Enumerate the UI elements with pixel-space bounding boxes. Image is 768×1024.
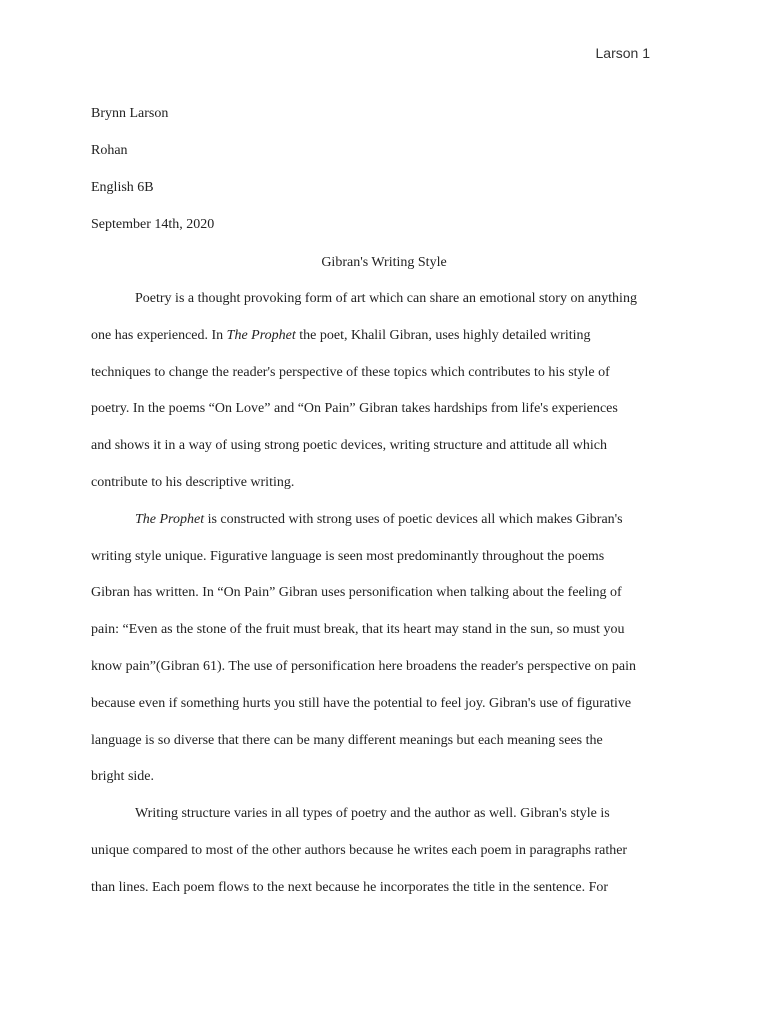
text-run: is constructed with strong uses of poetic devices all which makes Gibran's [204,511,623,527]
paragraph-2 [91,510,681,804]
text-line [91,510,681,547]
text-line: unique compared to most of the other authors because he writes each poem in paragraphs rather [91,842,628,858]
text-line: techniques to change the reader's perspective of these topics which contributes to his style of [91,364,610,380]
text-line: because even if something hurts you still have the potential to feel joy. Gibran's use of figurative [91,695,632,711]
text-line: writing style unique. Figurative language is seen most predominantly throughout the poems [91,548,605,564]
text-line: Gibran has written. In “On Pain” Gibran uses personification when talking about the feeling of [91,585,622,601]
text-line: bright side. [91,769,154,785]
text-line: poetry. In the poems “On Love” and “On Pain” Gibran takes hardships from life's experiences [91,401,618,417]
text-line: language is so diverse that there can be many different meanings but each meaning sees the [91,732,603,748]
paragraph-1 [91,289,681,510]
teacher-name: Rohan [91,143,128,158]
book-title-italic: The Prophet [226,327,296,343]
book-title-italic: The Prophet [135,511,205,527]
text-line: know pain”(Gibran 61). The use of personification here broadens the reader's perspective on pain [91,658,636,674]
text-run: the poet, Khalil Gibran, uses highly detailed writing [295,327,591,343]
text-line: and shows it in a way of using strong poetic devices, writing structure and attitude all which [91,438,607,454]
text-line: Poetry is a thought provoking form of art which can share an emotional story on anything [135,291,637,306]
mla-header [91,104,681,252]
paragraph-3 [91,804,681,914]
text-line: Writing structure varies in all types of poetry and the author as well. Gibran's style is [135,806,610,822]
running-head: Larson 1 [595,45,650,61]
essay-date: September 14th, 2020 [91,217,215,232]
course-name: English 6B [91,180,154,195]
text-line: contribute to his descriptive writing. [91,474,295,490]
essay-body [91,289,681,915]
text-line: pain: “Even as the stone of the fruit must break, that its heart may stand in the sun, so must you [91,622,625,638]
text-run: one has experienced. In [91,327,227,343]
text-line: than lines. Each poem flows to the next because he incorporates the title in the sentence. For [91,879,609,895]
text-line [91,326,681,363]
essay-title: Gibran's Writing Style [321,255,447,270]
student-name: Brynn Larson [91,106,169,121]
